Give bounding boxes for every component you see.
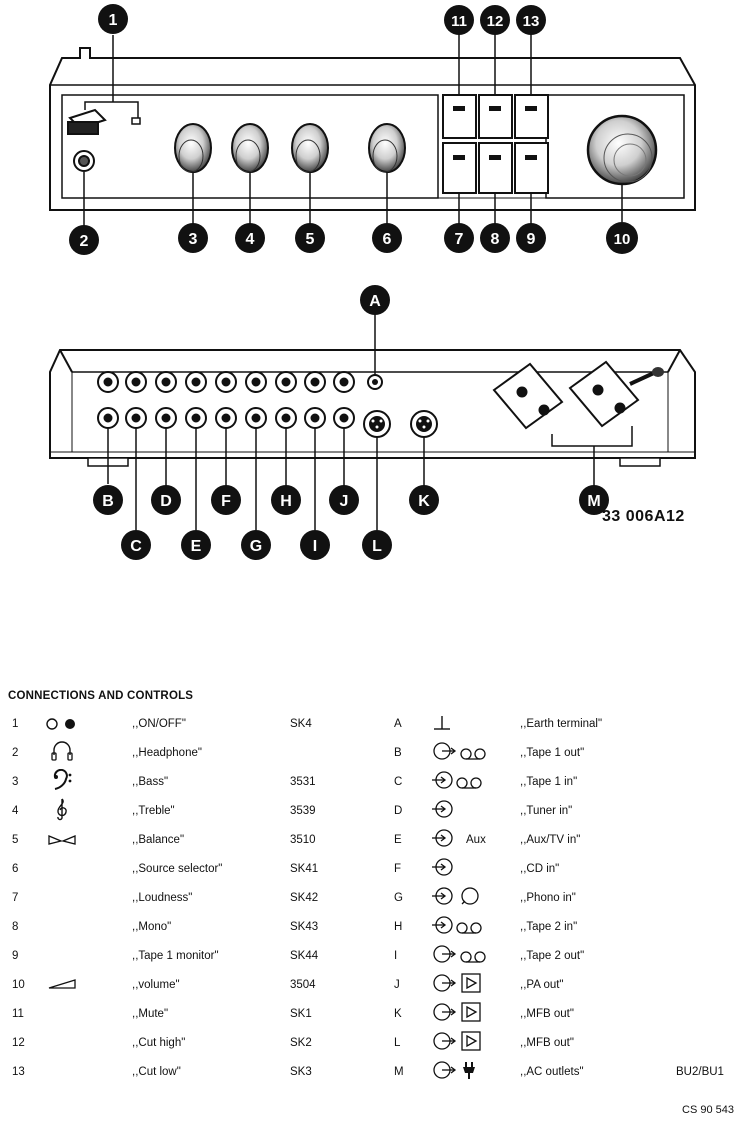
svg-text:J: J: [339, 493, 349, 510]
callout-2: [69, 225, 99, 255]
input-phono-icon: [432, 886, 502, 906]
callout-6: [372, 223, 402, 253]
svg-text:A: A: [369, 293, 381, 310]
control-number: 11: [12, 1008, 24, 1020]
table-row: [0, 979, 748, 1001]
svg-text:4: 4: [245, 231, 255, 248]
control-code: SK44: [290, 950, 319, 962]
control-name: ,,Cut high": [132, 1037, 186, 1049]
connection-name: ,,AC outlets": [520, 1066, 584, 1078]
svg-text:12: 12: [486, 13, 504, 30]
callout-7: [444, 223, 474, 253]
control-name: ,,Tape 1 monitor": [132, 950, 219, 962]
callout-f: [211, 485, 241, 515]
svg-text:6: 6: [382, 231, 392, 248]
control-code: SK41: [290, 863, 319, 875]
callout-13: [516, 5, 546, 35]
table-row: [0, 950, 748, 972]
table-row: [0, 718, 748, 740]
svg-text:11: 11: [451, 13, 467, 30]
table-row: [0, 921, 748, 943]
connection-letter: K: [394, 1008, 402, 1020]
callout-4: [235, 223, 265, 253]
connection-name: ,,Earth terminal": [520, 718, 603, 730]
control-number: 7: [12, 892, 19, 904]
svg-text:10: 10: [613, 231, 631, 248]
connection-code: BU2/BU1: [676, 1066, 724, 1078]
balance-icon: [48, 834, 98, 846]
callout-1: [98, 4, 128, 34]
volume-wedge-icon: [48, 978, 98, 990]
connection-name: ,,Tape 1 out": [520, 747, 585, 759]
svg-text:13: 13: [522, 13, 540, 30]
callout-5: [295, 223, 325, 253]
output-speaker-icon: [432, 1030, 502, 1052]
callout-j: [329, 485, 359, 515]
svg-text:2: 2: [79, 233, 89, 250]
section-title: CONNECTIONS AND CONTROLS: [8, 690, 194, 702]
control-name: ,,ON/OFF": [132, 718, 186, 730]
earth-terminal[interactable]: [368, 375, 382, 389]
mains-cable: [630, 367, 664, 384]
front-knob-source-selector[interactable]: [369, 124, 405, 172]
connection-name: ,,Aux/TV in": [520, 834, 581, 846]
connection-name: ,,Tuner in": [520, 805, 573, 817]
front-knob-volume[interactable]: [588, 116, 656, 184]
table-row: [0, 834, 748, 856]
svg-text:3: 3: [188, 231, 198, 248]
connection-name: ,,PA out": [520, 979, 564, 991]
control-name: ,,Source selector": [132, 863, 223, 875]
input-icon: [432, 799, 502, 819]
control-name: ,,Balance": [132, 834, 185, 846]
control-code: 3531: [290, 776, 316, 788]
svg-text:F: F: [221, 493, 231, 510]
table-row: [0, 1066, 748, 1088]
callout-k: [409, 485, 439, 515]
svg-text:H: H: [280, 493, 292, 510]
document-code: CS 90 543: [682, 1104, 734, 1116]
button-mono[interactable]: [479, 143, 512, 193]
control-code: SK43: [290, 921, 319, 933]
front-knob-treble[interactable]: [232, 124, 268, 172]
callout-d: [151, 485, 181, 515]
front-knob-balance[interactable]: [292, 124, 328, 172]
control-number: 3: [12, 776, 19, 788]
control-name: ,,Mono": [132, 921, 172, 933]
svg-text:D: D: [160, 493, 172, 510]
output-tape-icon: [432, 741, 502, 761]
control-number: 8: [12, 921, 19, 933]
control-name: ,,Headphone": [132, 747, 202, 759]
svg-text:7: 7: [454, 231, 464, 248]
callout-3: [178, 223, 208, 253]
svg-text:8: 8: [490, 231, 500, 248]
connection-letter: J: [394, 979, 400, 991]
control-code: SK2: [290, 1037, 312, 1049]
connection-letter: A: [394, 718, 402, 730]
callout-b: [93, 485, 123, 515]
connection-name: ,,CD in": [520, 863, 560, 875]
connection-letter: G: [394, 892, 403, 904]
table-row: [0, 863, 748, 885]
connection-letter: L: [394, 1037, 401, 1049]
table-row: [0, 1037, 748, 1059]
control-code: 3510: [290, 834, 316, 846]
control-code: SK3: [290, 1066, 312, 1078]
output-speaker-icon: [432, 1001, 502, 1023]
svg-text:5: 5: [305, 231, 315, 248]
svg-text:B: B: [102, 493, 114, 510]
control-number: 12: [12, 1037, 25, 1049]
connection-name: ,,Tape 2 out": [520, 950, 585, 962]
callout-h: [271, 485, 301, 515]
connection-letter: E: [394, 834, 402, 846]
connection-letter: D: [394, 805, 403, 817]
control-code: SK42: [290, 892, 319, 904]
table-row: [0, 747, 748, 769]
callout-a: [360, 285, 390, 315]
svg-text:M: M: [587, 493, 601, 510]
button-cut-low[interactable]: [515, 95, 548, 138]
button-mute[interactable]: [443, 95, 476, 138]
connection-letter: M: [394, 1066, 404, 1078]
svg-text:1: 1: [108, 12, 118, 29]
figure-reference: 33 006A12: [602, 508, 685, 525]
svg-text:I: I: [312, 538, 318, 555]
svg-text:L: L: [372, 538, 382, 555]
table-row: [0, 892, 748, 914]
input-tape-icon: [432, 770, 502, 790]
callout-e: [181, 530, 211, 560]
connection-letter: B: [394, 747, 402, 759]
headphone-icon: [50, 739, 100, 763]
callout-l: [362, 530, 392, 560]
button-tape-monitor[interactable]: [515, 143, 548, 193]
svg-text:K: K: [418, 493, 430, 510]
svg-text:G: G: [249, 538, 263, 555]
svg-text:E: E: [190, 538, 202, 555]
svg-text:C: C: [130, 538, 142, 555]
control-number: 5: [12, 834, 19, 846]
callout-12: [480, 5, 510, 35]
table-row: [0, 1008, 748, 1030]
table-row: [0, 776, 748, 798]
control-code: 3539: [290, 805, 316, 817]
control-number: 2: [12, 747, 19, 759]
callout-c: [121, 530, 151, 560]
svg-text:9: 9: [526, 231, 536, 248]
callout-10: [606, 222, 638, 254]
rca-jacks: [98, 372, 354, 428]
control-number: 1: [12, 718, 19, 730]
connection-name: ,,Phono in": [520, 892, 576, 904]
table-row: [0, 805, 748, 827]
din-socket-l: [364, 411, 390, 437]
din-socket-k: [411, 411, 437, 437]
connection-name: ,,Tape 2 in": [520, 921, 578, 933]
button-loudness[interactable]: [443, 143, 476, 193]
earth-icon: [432, 715, 502, 731]
control-name: ,,Mute": [132, 1008, 169, 1020]
callout-8: [480, 223, 510, 253]
callout-11: [444, 5, 474, 35]
output-speaker-icon: [432, 972, 502, 994]
connection-name: ,,Tape 1 in": [520, 776, 578, 788]
control-name: ,,Cut low": [132, 1066, 181, 1078]
control-number: 13: [12, 1066, 25, 1078]
control-name: ,,Treble": [132, 805, 175, 817]
callout-9: [516, 223, 546, 253]
input-icon: [432, 857, 502, 877]
control-name: ,,volume": [132, 979, 180, 991]
aux-label: Aux: [466, 834, 486, 846]
input-tape-icon: [432, 915, 502, 935]
control-number: 9: [12, 950, 19, 962]
control-name: ,,Bass": [132, 776, 169, 788]
output-tape-icon: [432, 944, 502, 964]
front-knob-bass[interactable]: [175, 124, 211, 172]
front-callouts: [69, 4, 638, 255]
control-code: 3504: [290, 979, 316, 991]
connection-letter: C: [394, 776, 403, 788]
connection-letter: I: [394, 950, 398, 962]
control-code: SK4: [290, 718, 312, 730]
control-code: SK1: [290, 1008, 312, 1020]
control-number: 6: [12, 863, 19, 875]
output-plug-icon: [432, 1059, 502, 1081]
callout-g: [241, 530, 271, 560]
control-number: 10: [12, 979, 25, 991]
connection-letter: H: [394, 921, 403, 933]
callout-i: [300, 530, 330, 560]
connection-letter: F: [394, 863, 402, 875]
control-number: 4: [12, 805, 19, 817]
connection-name: ,,MFB out": [520, 1037, 574, 1049]
connection-name: ,,MFB out": [520, 1008, 574, 1020]
control-name: ,,Loudness": [132, 892, 193, 904]
treble-clef-icon: [54, 797, 104, 821]
button-cut-high[interactable]: [479, 95, 512, 138]
on-off-symbol-icon: [44, 717, 94, 731]
bass-clef-icon: [52, 769, 102, 791]
